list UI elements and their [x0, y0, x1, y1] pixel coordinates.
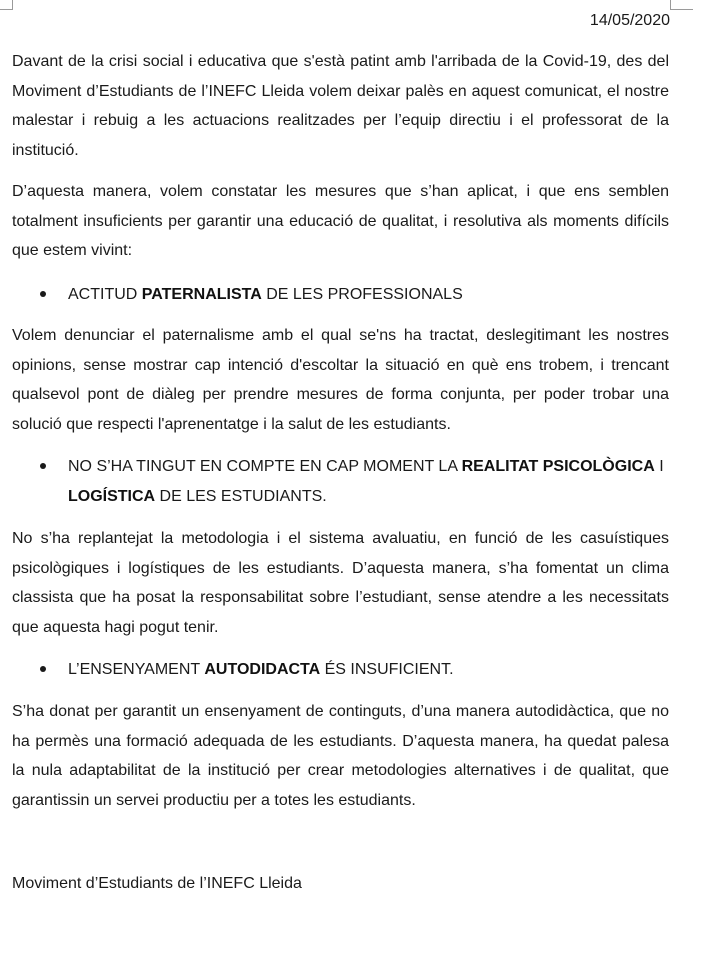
bullet-icon	[40, 666, 46, 672]
signature: Moviment d’Estudiants de l’INEFC Lleida	[12, 875, 302, 892]
paragraph-content: S’ha donat per garantit un ensenyament de continguts, d’una manera autodidàctica, que no ha permès una formació adequada de les estudiants. D’aquesta manera, ha quedat palesa la nula adaptabilitat de la institució per crear metodologies alternatives i de qualitat, que garantissin un servei productiu per a totes les estudiants.	[12, 703, 669, 809]
paragraph-paternalism: Volem denunciar el paternalisme amb el qual se'ns ha tractat, deslegitimant les nostres opinions, sense mostrar cap intenció d'escoltar la situació en què ens trobem, i trencant qualsevol pont de diàleg per prendre mesures de forma conjunta, per poder trobar una solució que respecti l'aprenentatge i la salut de les estudiants.	[12, 327, 669, 433]
page-corner-mark-right	[670, 0, 693, 10]
bullet-text: ACTITUD PATERNALISTA DE LES PROFESSIONALS	[68, 286, 463, 303]
bullet-icon	[40, 291, 46, 297]
paragraph-intro: Davant de la crisi social i educativa que s'està patint amb l'arribada de la Covid-19, des del Moviment d’Estudiants de l’INEFC Lleida volem deixar palès en aquest comunicat, el nostre malestar i rebuig a les actuacions realitzades per l’equip directiu i el professorat de la institució.	[12, 53, 669, 159]
page-corner-mark-left	[0, 0, 13, 10]
document-date: 14/05/2020	[589, 12, 670, 29]
bullet-icon	[40, 463, 46, 469]
paragraph-measures: D’aquesta manera, volem constatar les mesures que s’han aplicat, i que ens semblen totalment insuficients per garantir una educació de qualitat, i resolutiva als moments difícils que estem vivint:	[12, 183, 669, 260]
bullet-text: L’ENSENYAMENT AUTODIDACTA ÉS INSUFICIENT.	[68, 661, 454, 678]
paragraph-methodology: No s’ha replantejat la metodologia i el sistema avaluatiu, en funció de les casuístiques psicològiques i logístiques de les estudiants. D’aquesta manera, s’ha fomentat un clima classista que ha posat la responsabilitat sobre l’estudiant, sense atendre a les necessitats que aquesta hagi pogut tenir.	[12, 530, 669, 636]
bullet-text: NO S’HA TINGUT EN COMPTE EN CAP MOMENT LA REALITAT PSICOLÒGICA I LOGÍSTICA DE LES ESTUDIANTS.	[68, 458, 664, 505]
